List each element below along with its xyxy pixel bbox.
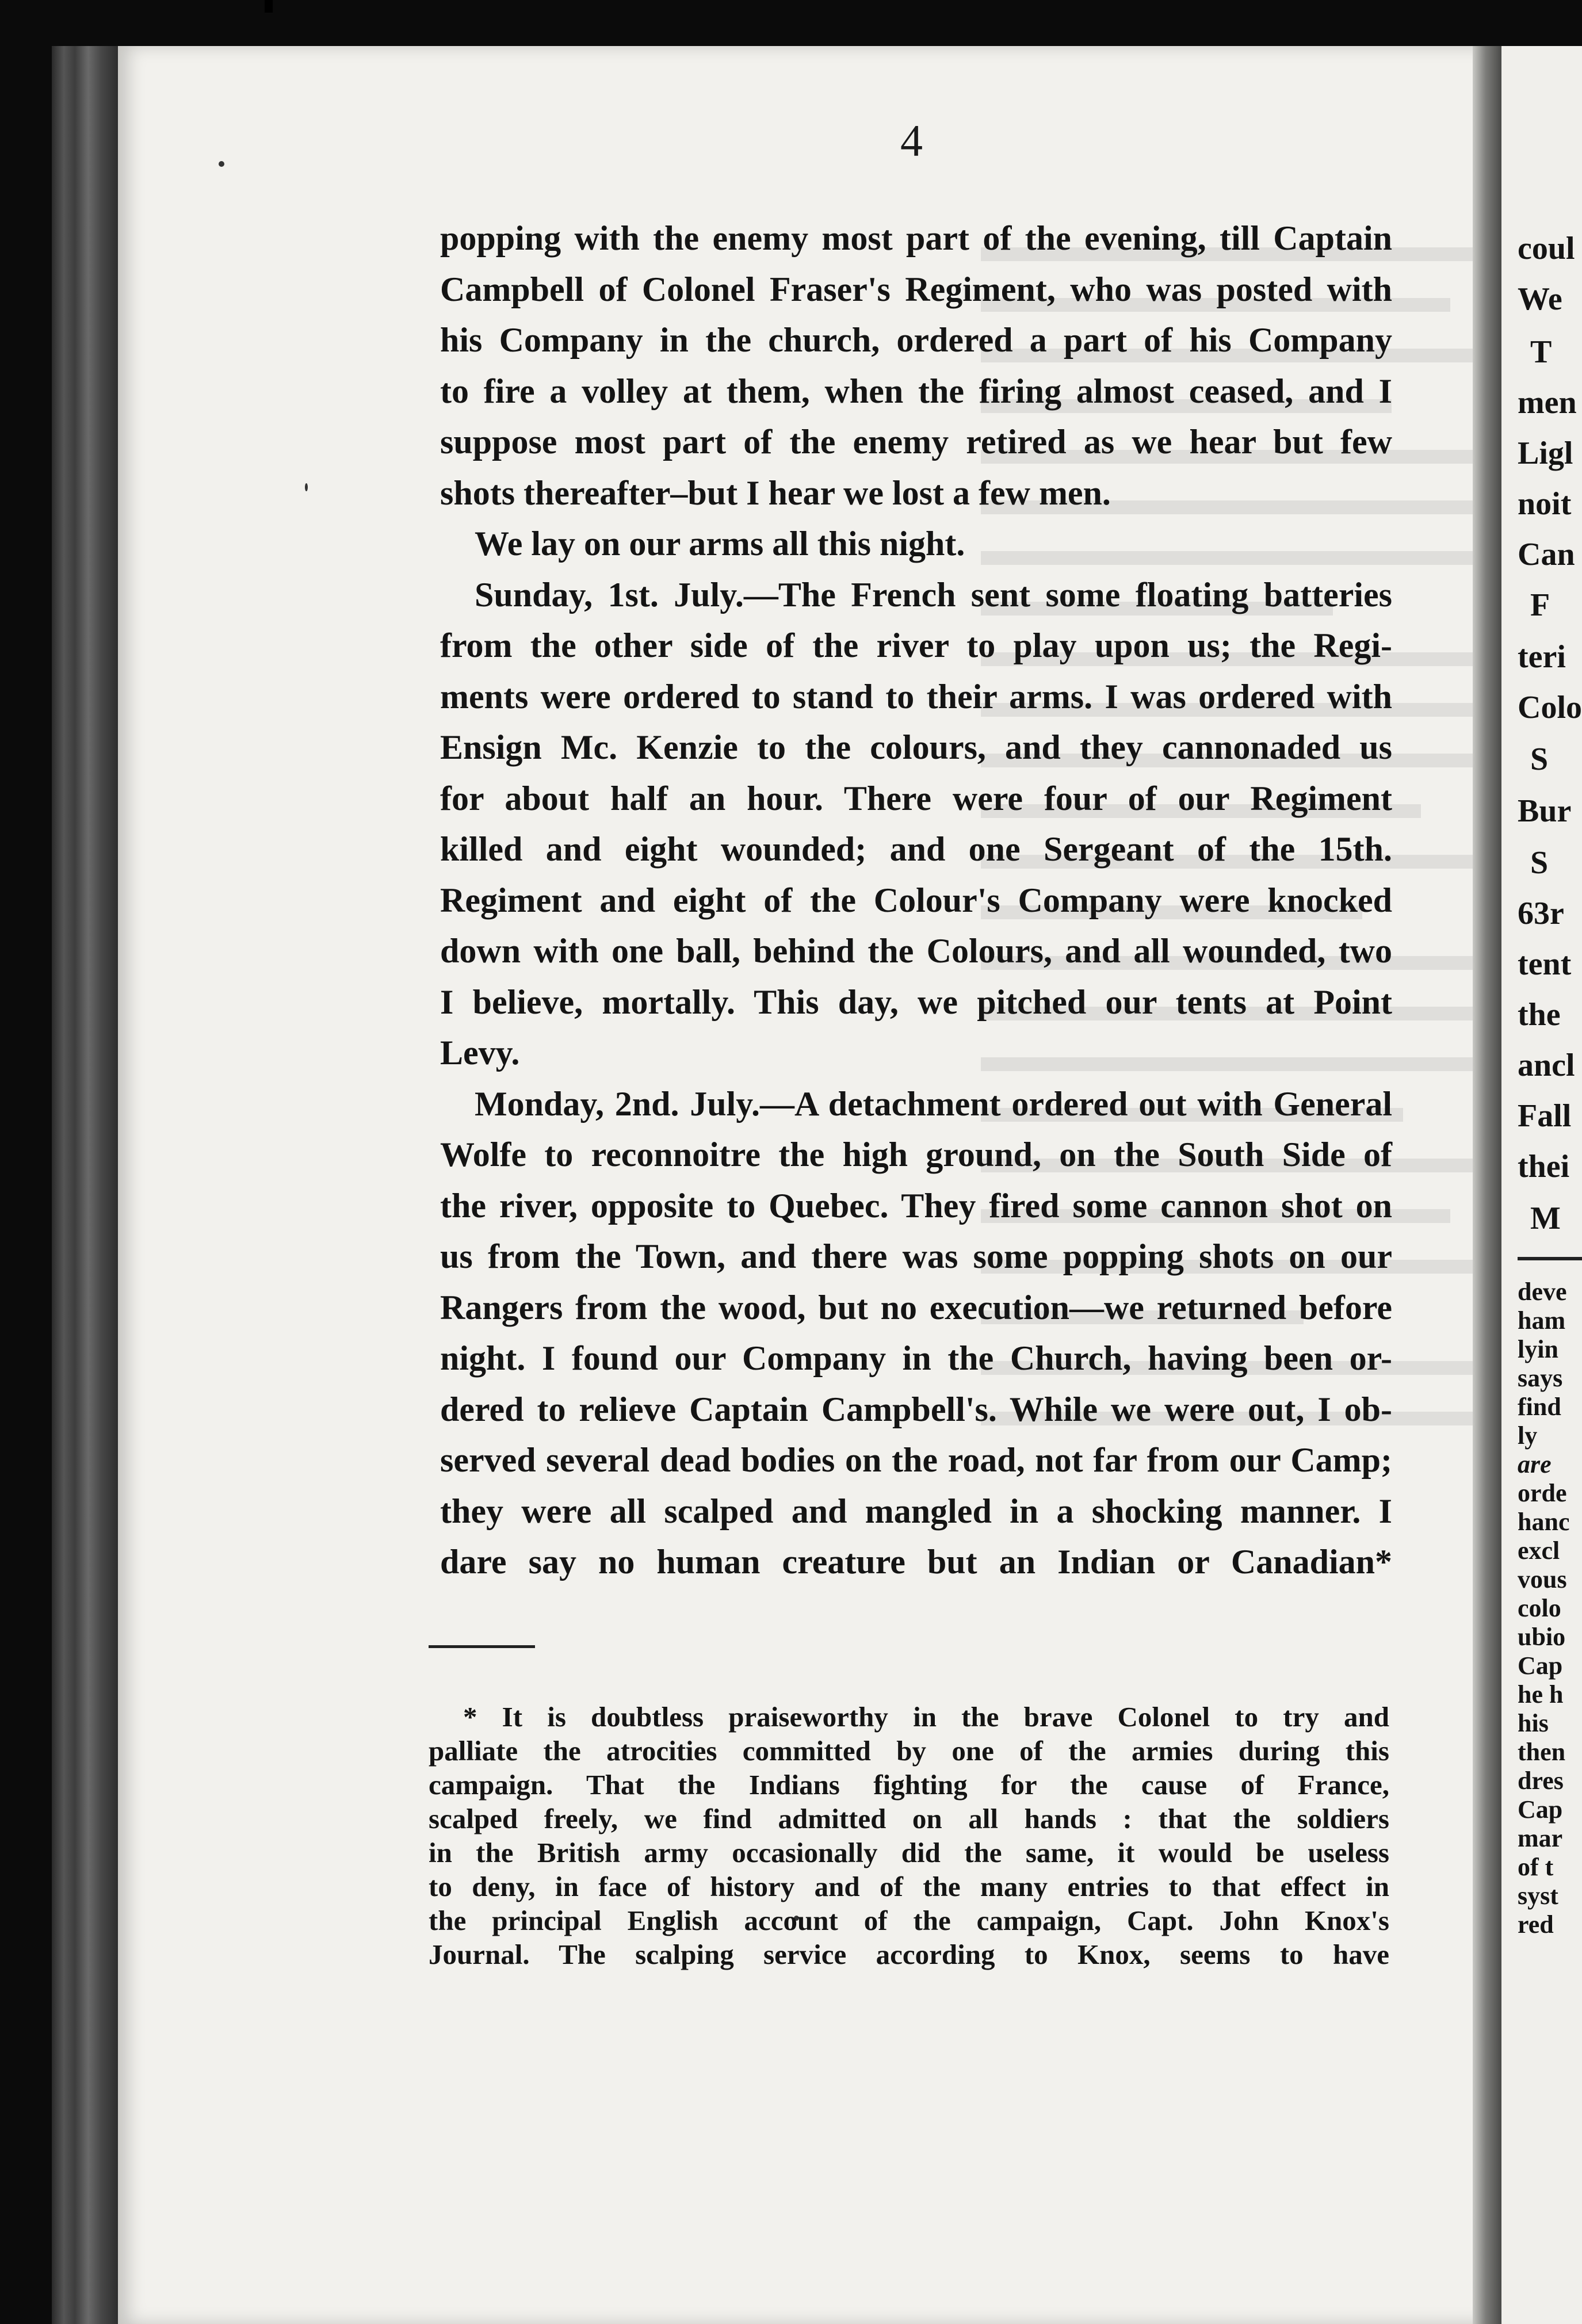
next-page-fragment: coul bbox=[1518, 231, 1575, 266]
body-line: shots thereafter–but I hear we lost a few men. bbox=[440, 473, 1111, 512]
next-page-fragment: ubio bbox=[1518, 1623, 1566, 1651]
next-page-fragment: Cap bbox=[1518, 1652, 1563, 1680]
next-page-fragment: syst bbox=[1518, 1882, 1558, 1910]
page-gutter bbox=[1473, 46, 1501, 2324]
body-line: ments were ordered to stand to their arms. I was ordered with bbox=[440, 677, 1392, 716]
next-page-fragment: thei bbox=[1518, 1149, 1570, 1184]
scan-mark bbox=[265, 0, 273, 13]
body-line: for about half an hour. There were four of our Regiment bbox=[440, 779, 1392, 817]
next-page-fragment: says bbox=[1518, 1364, 1563, 1392]
body-line: from the other side of the river to play upon us; the Regi- bbox=[440, 626, 1392, 664]
next-page-fragment: deve bbox=[1518, 1278, 1567, 1306]
body-line: Wolfe to reconnoitre the high ground, on the South Side of bbox=[440, 1136, 1392, 1174]
next-page-fragment: Can bbox=[1518, 537, 1575, 572]
next-page-fragment: ancl bbox=[1518, 1048, 1575, 1083]
body-line: his Company in the church, ordered a part of his Company bbox=[440, 321, 1392, 359]
next-page-fragment: lyin bbox=[1518, 1335, 1558, 1363]
page-number: 4 bbox=[900, 116, 923, 166]
next-page-fragment: M bbox=[1530, 1201, 1561, 1236]
body-line: night. I found our Company in the Church, having been or- bbox=[440, 1339, 1392, 1377]
body-line: dered to relieve Captain Campbell's. While we were out, I ob- bbox=[440, 1390, 1392, 1428]
body-line: popping with the enemy most part of the evening, till Captain bbox=[440, 219, 1392, 257]
next-page-fragment: colo bbox=[1518, 1594, 1561, 1622]
footnote-line: Journal. The scalping service according to Knox, seems to have bbox=[429, 1939, 1389, 1970]
body-line: Sunday, 1st. July.—The French sent some floating batteries bbox=[475, 575, 1392, 614]
next-page-fragment: hanc bbox=[1518, 1508, 1570, 1536]
body-line: Rangers from the wood, but no execution—we returned before bbox=[440, 1288, 1392, 1327]
next-page-fragment: teri bbox=[1518, 639, 1566, 675]
next-page-fragment: excl bbox=[1518, 1536, 1560, 1565]
footnote-line: to deny, in face of history and of the many entries to that effect in bbox=[429, 1871, 1389, 1902]
body-line: served several dead bodies on the road, not far from our Camp; bbox=[440, 1441, 1392, 1479]
body-line: Monday, 2nd. July.—A detachment ordered out with General bbox=[475, 1084, 1392, 1123]
next-page-fragment: Bur bbox=[1518, 793, 1572, 829]
footnote-line: campaign. That the Indians fighting for the cause of France, bbox=[429, 1769, 1389, 1801]
next-page-fragment: Cap bbox=[1518, 1795, 1563, 1824]
body-line: us from the Town, and there was some popping shots on our bbox=[440, 1237, 1392, 1275]
footnote-line: the principal English account of the campaign, Capt. John Knox's bbox=[429, 1905, 1389, 1936]
next-page-fragment: red bbox=[1518, 1910, 1554, 1939]
next-page-fragment: mar bbox=[1518, 1824, 1563, 1852]
body-line: killed and eight wounded; and one Sergeant of the 15th. bbox=[440, 830, 1392, 868]
next-page-divider bbox=[1518, 1257, 1582, 1260]
next-page-fragment: F bbox=[1530, 587, 1550, 623]
next-page-fragment: he h bbox=[1518, 1680, 1564, 1708]
next-page-fragment: the bbox=[1518, 997, 1561, 1033]
footnote-line: in the British army occasionally did the same, it would be useless bbox=[429, 1837, 1389, 1868]
next-page-fragment: then bbox=[1518, 1738, 1566, 1766]
body-line: they were all scalped and mangled in a shocking manner. I bbox=[440, 1492, 1392, 1530]
footnote-line: * It is doubtless praiseworthy in the brave Colonel to try and bbox=[463, 1701, 1389, 1733]
body-line: I believe, mortally. This day, we pitched our tents at Point bbox=[440, 983, 1392, 1021]
footnote bbox=[429, 1700, 1389, 1971]
body-line: the river, opposite to Quebec. They fired some cannon shot on bbox=[440, 1186, 1392, 1225]
next-page-fragment: Fall bbox=[1518, 1098, 1572, 1134]
body-line: Regiment and eight of the Colour's Company were knocked bbox=[440, 881, 1392, 919]
body-line: to fire a volley at them, when the firing almost ceased, and I bbox=[440, 372, 1392, 410]
next-page-fragment: T bbox=[1530, 334, 1552, 370]
page-right-edge bbox=[1501, 46, 1582, 2324]
next-page-fragment: his bbox=[1518, 1709, 1549, 1737]
body-line: Ensign Mc. Kenzie to the colours, and they cannonaded us bbox=[440, 728, 1392, 766]
body-line: We lay on our arms all this night. bbox=[475, 525, 965, 563]
next-page-fragment: ly bbox=[1518, 1421, 1538, 1450]
next-page-fragment: 63r bbox=[1518, 896, 1564, 931]
footnote-line: scalped freely, we find admitted on all hands : that the soldiers bbox=[429, 1803, 1389, 1834]
next-page-fragment: dres bbox=[1518, 1767, 1564, 1795]
body-line: Campbell of Colonel Fraser's Regiment, who was posted with bbox=[440, 270, 1392, 308]
footnote-divider bbox=[429, 1645, 535, 1648]
body-line: down with one ball, behind the Colours, and all wounded, two bbox=[440, 932, 1392, 970]
next-page-fragment: noit bbox=[1518, 486, 1572, 522]
next-page-fragment: find bbox=[1518, 1393, 1561, 1421]
next-page-fragment: are bbox=[1518, 1450, 1552, 1478]
next-page-fragment: of t bbox=[1518, 1853, 1554, 1881]
paper-speck bbox=[305, 483, 308, 491]
body-text bbox=[440, 213, 1392, 1588]
body-line: dare say no human creature but an Indian or Canadian* bbox=[440, 1543, 1392, 1581]
body-line: Levy. bbox=[440, 1034, 520, 1072]
footnote-line: palliate the atrocities committed by one of the armies during this bbox=[429, 1735, 1389, 1767]
next-page-fragment: We bbox=[1518, 281, 1562, 317]
next-page-fragment: orde bbox=[1518, 1479, 1567, 1507]
body-line: suppose most part of the enemy retired as we hear but few bbox=[440, 423, 1392, 461]
book-binding bbox=[52, 46, 118, 2324]
next-page-fragment: Ligl bbox=[1518, 435, 1573, 471]
next-page-fragment: S bbox=[1530, 845, 1549, 881]
paper-speck bbox=[219, 161, 224, 167]
next-page-fragment: Colo bbox=[1518, 690, 1582, 725]
next-page-fragment: ham bbox=[1518, 1306, 1566, 1335]
next-page-fragment: S bbox=[1530, 741, 1549, 777]
next-page-fragment: tent bbox=[1518, 946, 1572, 982]
next-page-fragment: men bbox=[1518, 385, 1577, 421]
next-page-fragment: vous bbox=[1518, 1565, 1567, 1593]
